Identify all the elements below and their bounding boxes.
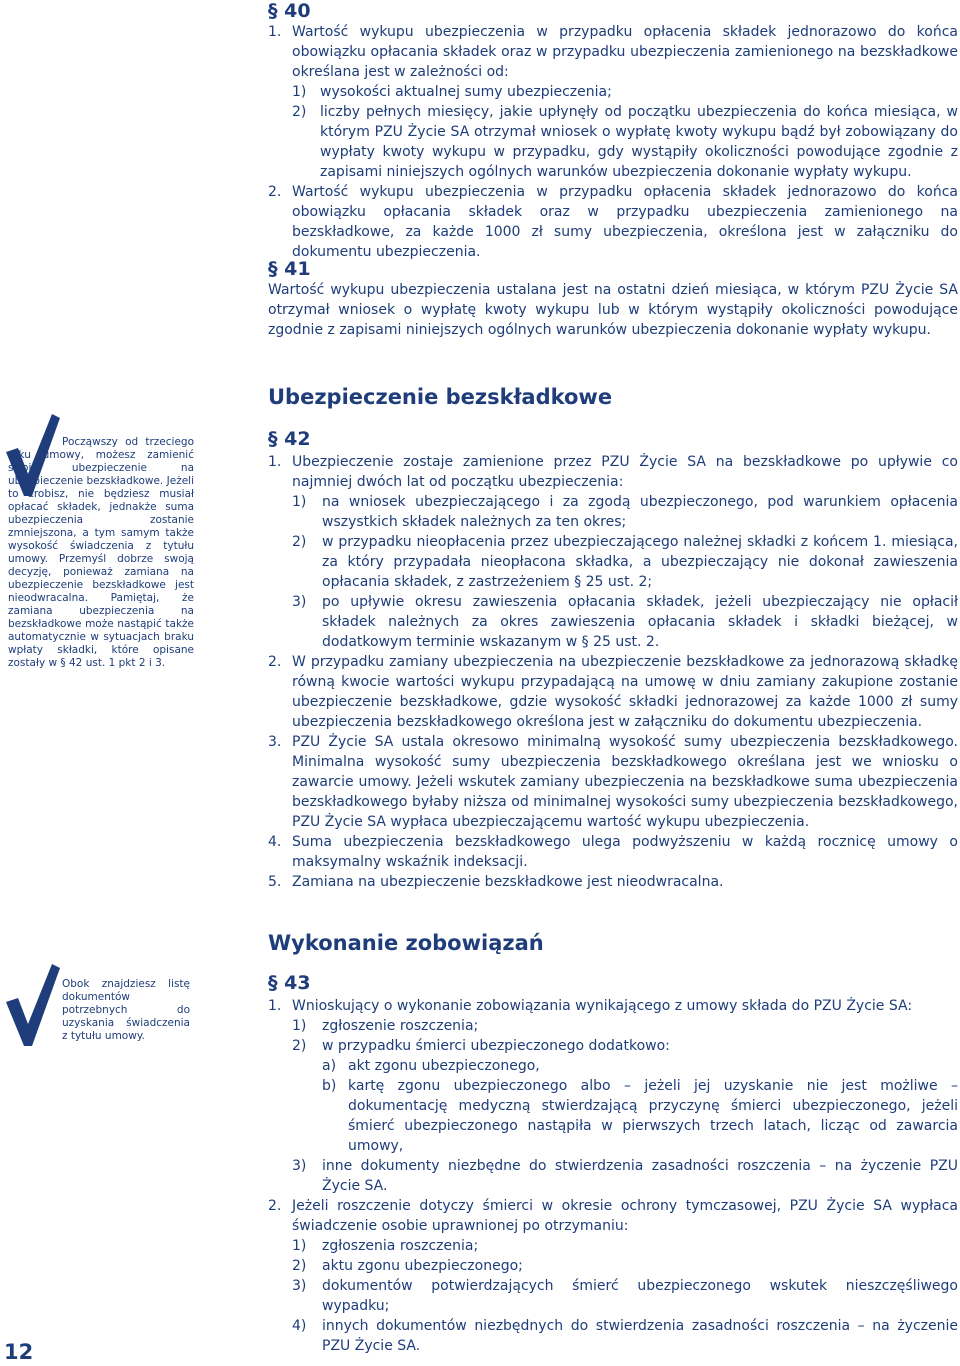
list-item: 1. Ubezpieczenie zostaje zamienione przez PZU Życie SA na bezskładkowe po upływie co najmniej dwóch lat od początku ubezpieczenia: — [268, 454, 958, 490]
list-item: 1) zgłoszenia roszczenia; — [292, 1238, 479, 1254]
list-item: 3) po upływie okresu zawieszenia opłacania składek, jeżeli ubezpieczający nie opłacił składek należnych za okres zawieszenia opłacania składek i składki bieżącej, w dodatkowym terminie wskazanym w § 25 ust. 2. — [292, 594, 958, 650]
list-item: 3) inne dokumenty niezbędne do stwierdzenia zasadności roszczenia – na życzenie PZU Życie SA. — [292, 1158, 958, 1194]
list-item: 3) dokumentów potwierdzających śmierć ubezpieczonego wskutek nieszczęśliwego wypadku; — [292, 1278, 958, 1314]
section-41-body: Wartość wykupu ubezpieczenia ustalana jest na ostatni dzień miesiąca, w którym PZU Życie SA otrzymał wniosek o wypłatę kwoty wykupu lub w którym wystąpiły okoliczności powodujące zgodnie z zapisami niniejszych ogólnych warunków ubezpieczenia dokonanie wypłaty wykupu. — [268, 282, 958, 338]
list-item: 2) liczby pełnych miesięcy, jakie upłynęły od początku ubezpieczenia do końca miesiąca, w którym PZU Życie SA otrzymał wniosek o wypłatę kwoty wykupu bądź był zobowiązany do wypłaty kwoty wykupu w przypadku, gdy wystąpiły okoliczności powodujące zgodnie z zapisami niniejszych ogólnych warunków ubezpieczenia dokonanie wypłaty wykupu. — [292, 104, 958, 180]
section-43-heading: § 43 — [268, 972, 311, 994]
chapter-title: Ubezpieczenie bezskładkowe — [268, 385, 613, 409]
list-item: 2) w przypadku nieopłacenia przez ubezpieczającego należnej składki z końcem 1. miesiąca, za który przypadała nieopłacona składka, a ubezpieczający nie dokonał zawieszenia opłacania składek, z zastrzeżeniem § 25 ust. 2; — [292, 534, 958, 590]
side-note-conversion: Począwszy od trzeciego roku umowy, możesz zamienić swoje ubezpieczenie na ubezpieczenie bezskładkowe. Jeżeli to zrobisz, nie będziesz musiał opłacać składek, jednakże suma ubezpieczenia zostanie zmniejszona, a tym samym także wysokość świadczenia z tytułu umowy. Przemyśl dobrze swoją decyzję, ponieważ zamiana na ubezpieczenie bezskładkowe jest nieodwracalna. Pamiętaj, że zamiana ubezpieczenia na bezskładkowe może nastąpić także automatycznie w sytuacjach braku wpłaty składki, które opisane zostały w § 42 ust. 1 pkt 2 i 3. — [8, 436, 194, 669]
list-item: 1. Wnioskujący o wykonanie zobowiązania wynikającego z umowy składa do PZU Życie SA: — [268, 998, 913, 1014]
list-item: 1. Wartość wykupu ubezpieczenia w przypadku opłacenia składek jednorazowo do końca obowiązku opłacania składek oraz w przypadku ubezpieczenia zamienionego na bezskładkowe określana jest w zależności od: — [268, 24, 958, 80]
chapter-title: Wykonanie zobowiązań — [268, 931, 544, 955]
list-item: 2) aktu zgonu ubezpieczonego; — [292, 1258, 523, 1274]
section-41-heading: § 41 — [268, 258, 311, 280]
list-item: b) kartę zgonu ubezpieczonego albo – jeżeli jej uzyskanie nie jest możliwe – dokumentację medyczną stwierdzającą przyczynę śmierci ubezpieczonego, jeżeli śmierć ubezpieczonego nastąpiła w pierwszych trzech latach, licząc od zawarcia umowy, — [322, 1078, 958, 1154]
list-item: 1) zgłoszenie roszczenia; — [292, 1018, 479, 1034]
list-item: 5. Zamiana na ubezpieczenie bezskładkowe jest nieodwracalna. — [268, 874, 724, 890]
list-item: 2. Jeżeli roszczenie dotyczy śmierci w okresie ochrony tymczasowej, PZU Życie SA wypłaca świadczenie osobie uprawnionej po otrzymaniu: — [268, 1198, 958, 1234]
section-43-body — [268, 996, 958, 1356]
list-item: 4) innych dokumentów niezbędnych do stwierdzenia zasadności roszczenia – na życzenie PZU Życie SA. — [292, 1318, 958, 1354]
list-item: 1) wysokości aktualnej sumy ubezpieczenia; — [292, 84, 612, 100]
section-42-heading: § 42 — [268, 428, 311, 450]
list-item: 2. Wartość wykupu ubezpieczenia w przypadku opłacenia składek jednorazowo do końca obowiązku opłacania składek oraz w przypadku ubezpieczenia zamienionego na bezskładkowe, za każde 1000 zł sumy ubezpieczenia, określona jest w załączniku do dokumentu ubezpieczenia. — [268, 184, 958, 260]
list-item: 1) na wniosek ubezpieczającego i za zgodą ubezpieczonego, pod warunkiem opłacenia wszystkich składek należnych za ten okres; — [292, 494, 958, 530]
list-item: 2) w przypadku śmierci ubezpieczonego dodatkowo: — [292, 1038, 670, 1054]
section-40-heading: § 40 — [268, 0, 311, 22]
list-item: a) akt zgonu ubezpieczonego, — [322, 1058, 540, 1074]
page-number: 12 — [4, 1340, 34, 1364]
list-item: 2. W przypadku zamiany ubezpieczenia na ubezpieczenie bezskładkowe za jednorazową składkę równą kwocie wartości wykupu przypadającą na umowę w dniu zamiany zakupione zostanie ubezpieczenie bezskładkowe, gdzie wysokość składki jednorazowej za każde 1000 zł sumy ubezpieczenia bezskładkowego określona jest w załączniku do dokumentu ubezpieczenia. — [268, 654, 958, 730]
section-42-body — [268, 452, 958, 892]
side-note-documents: Obok znajdziesz listę dokumentów potrzebnych do uzyskania świadczenia z tytułu umowy. — [62, 978, 190, 1042]
list-item: 3. PZU Życie SA ustala okresowo minimalną wysokość sumy ubezpieczenia bezskładkowego. Minimalna wysokość sumy ubezpieczenia bezskładkowego określana jest we wniosku o zawarcie umowy. Jeżeli wskutek zamiany ubezpieczenia na bezskładkowe suma ubezpieczenia bezskładkowego byłaby niższa od minimalnej wysokości sumy ubezpieczenia bezskładkowego, PZU Życie SA wypłaca ubezpieczającemu wartość wykupu ubezpieczenia. — [268, 734, 958, 830]
section-40-body — [268, 22, 958, 262]
checkmark-icon — [4, 962, 62, 1050]
list-item: 4. Suma ubezpieczenia bezskładkowego ulega podwyższeniu w każdą rocznicę umowy o maksymalny wskaźnik indeksacji. — [268, 834, 958, 870]
